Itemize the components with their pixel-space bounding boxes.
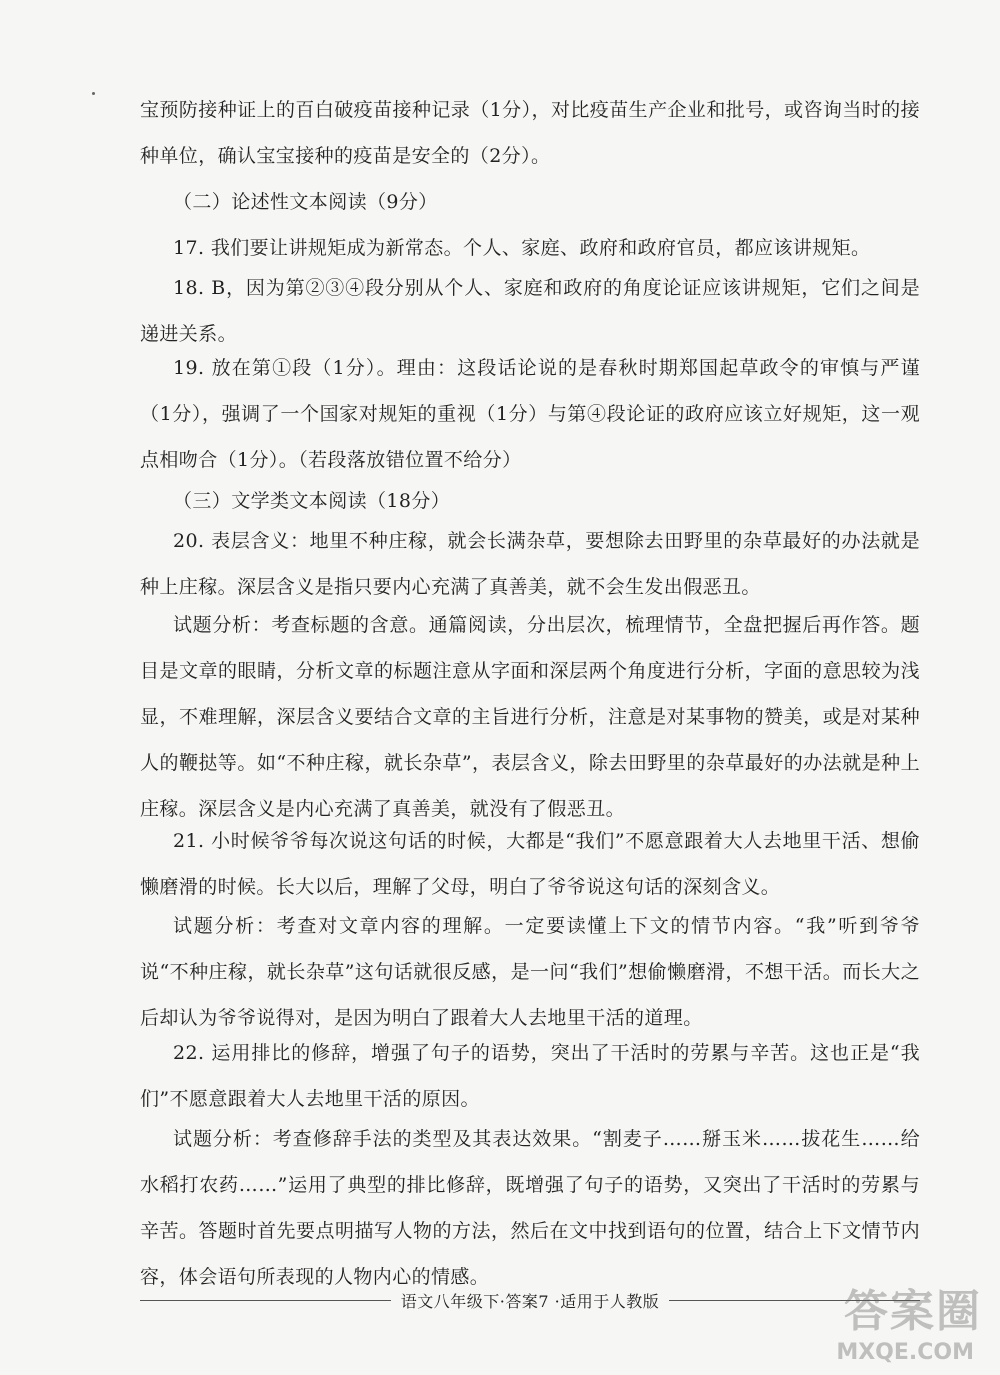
answer-19: 19. 放在第①段（1分）。理由：这段话论说的是春秋时期郑国起草政令的审慎与严谨（1分），强调了一个国家对规矩的重视（1分）与第④段论证的政府应该立好规矩，这一观点相吻合（1分）。（若段落放错位置不给分）: [140, 357, 920, 471]
footer-rule-left: [140, 1300, 391, 1301]
scan-speck: [92, 92, 95, 95]
watermark-url: MXQE.COM: [836, 1340, 974, 1365]
paragraph-vaccine-answer: 宝预防接种证上的百白破疫苗接种记录（1分），对比疫苗生产企业和批号，或咨询当时的接种单位，确认宝宝接种的疫苗是安全的（2分）。: [140, 99, 920, 167]
watermark-logo: 答案圈: [844, 1286, 982, 1337]
answer-20: 20. 表层含义：地里不种庄稼，就会长满杂草，要想除去田野里的杂草最好的办法就是种上庄稼。深层含义是指只要内心充满了真善美，就不会生发出假恶丑。: [140, 530, 920, 598]
section-heading-argumentative: （二）论述性文本阅读（9分）: [173, 191, 438, 213]
answer-18: 18. B，因为第②③④段分别从个人、家庭和政府的角度论证应该讲规矩，它们之间是递进关系。: [140, 277, 920, 345]
analysis-20: 试题分析：考查标题的含意。通篇阅读，分出层次，梳理情节，全盘把握后再作答。题目是文章的眼睛，分析文章的标题注意从字面和深层两个角度进行分析，字面的意思较为浅显，不难理解，深层含义要结合文章的主旨进行分析，注意是对某事物的赞美，或是对某种人的鞭挞等。如“不种庄稼，就长杂草”，表层含义，除去田野里的杂草最好的办法就是种上庄稼。深层含义是内心充满了真善美，就没有了假恶丑。: [140, 614, 920, 820]
answer-22: 22. 运用排比的修辞，增强了句子的语势，突出了干活时的劳累与辛苦。这也正是“我们”不愿意跟着大人去地里干活的原因。: [140, 1042, 920, 1110]
analysis-21: 试题分析：考查对文章内容的理解。一定要读懂上下文的情节内容。“我”听到爷爷说“不种庄稼，就长杂草”这句话就很反感，是一问“我们”想偷懒磨滑，不想干活。而长大之后却认为爷爷说得对，是因为明白了跟着大人去地里干活的道理。: [140, 915, 920, 1029]
answer-21: 21. 小时候爷爷每次说这句话的时候，大都是“我们”不愿意跟着大人去地里干活、想偷懒磨滑的时候。长大以后，理解了父母，明白了爷爷说这句话的深刻含义。: [140, 830, 920, 898]
section-heading-literary: （三）文学类文本阅读（18分）: [173, 490, 451, 512]
answer-17: 17. 我们要让讲规矩成为新常态。个人、家庭、政府和政府官员，都应该讲规矩。: [173, 237, 871, 259]
footer-text: 语文八年级下·答案7 ·适用于人教版: [400, 1291, 660, 1311]
analysis-22: 试题分析：考查修辞手法的类型及其表达效果。“割麦子……掰玉米……拔花生……给水稻打农药……”运用了典型的排比修辞，既增强了句子的语势，又突出了干活时的劳累与辛苦。答题时首先要点明描写人物的方法，然后在文中找到语句的位置，结合上下文情节内容，体会语句所表现的人物内心的情感。: [140, 1128, 920, 1288]
site-watermark: [822, 1275, 982, 1365]
page-footer: [140, 1285, 920, 1315]
